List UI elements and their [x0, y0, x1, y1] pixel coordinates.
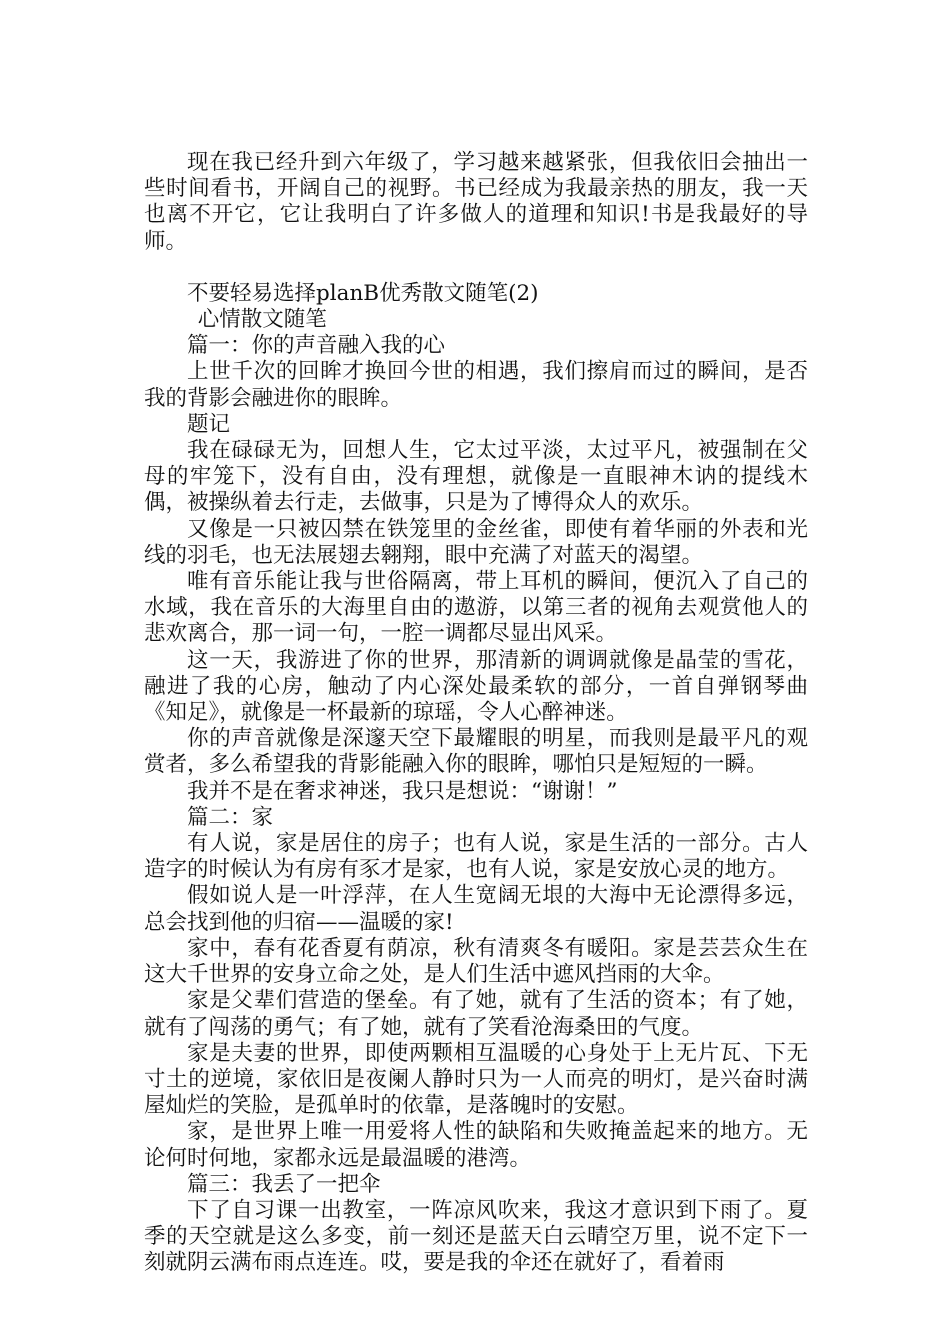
- section-1-paragraph-4: 唯有音乐能让我与世俗隔离，带上耳机的瞬间，便沉入了自己的水域，我在音乐的大海里自由的遨游，以第三者的视角去观赏他人的悲欢离合，那一词一句，一腔一调都尽显出风采。: [144, 569, 808, 647]
- section-1-paragraph-5: 这一天，我游进了你的世界，那清新的调调就像是晶莹的雪花，融进了我的心房，触动了内心深处最柔软的部分，一首自弹钢琴曲《知足》，就像是一杯最新的琼瑶，令人心醉神迷。: [144, 647, 808, 726]
- section-2-heading: 篇二：家: [187, 804, 274, 830]
- article-title: 不要轻易选择planB优秀散文随笔(2): [187, 280, 539, 306]
- section-1-paragraph-7: 我并不是在奢求神迷，我只是想说：“谢谢！”: [187, 778, 618, 804]
- section-2-paragraph-6: 家，是世界上唯一用爱将人性的缺陷和失败掩盖起来的地方。无论何时何地，家都永远是最温暖的港湾。: [144, 1119, 808, 1171]
- article-subtitle: 心情散文随笔: [197, 307, 327, 333]
- section-1-note: 题记: [187, 411, 231, 437]
- document-page: [144, 150, 808, 1277]
- paragraph-gap: [144, 255, 808, 281]
- section-1-paragraph-3: 又像是一只被囚禁在铁笼里的金丝雀，即使有着华丽的外表和光线的羽毛，也无法展翅去翱翔，眼中充满了对蓝天的渴望。: [144, 516, 808, 568]
- intro-paragraph: 现在我已经升到六年级了，学习越来越紧张，但我依旧会抽出一些时间看书，开阔自己的视野。书已经成为我最亲热的朋友，我一天也离不开它，它让我明白了许多做人的道理和知识!书是我最好的导师。: [144, 150, 808, 254]
- section-1-paragraph-1: 上世千次的回眸才换回今世的相遇，我们擦肩而过的瞬间，是否我的背影会融进你的眼眸。: [144, 359, 808, 411]
- section-1-paragraph-2: 我在碌碌无为，回想人生，它太过平淡，太过平凡，被强制在父母的牢笼下，没有自由，没有理想，就像是一直眼神木讷的提线木偶，被操纵着去行走，去做事，只是为了博得众人的欢乐。: [144, 438, 808, 516]
- section-2-paragraph-5: 家是夫妻的世界，即使两颗相互温暖的心身处于上无片瓦、下无寸土的逆境，家依旧是夜阑人静时只为一人而亮的明灯，是兴奋时满屋灿烂的笑脸，是孤单时的依靠，是落魄时的安慰。: [144, 1040, 808, 1119]
- section-2-paragraph-1: 有人说，家是居住的房子；也有人说，家是生活的一部分。古人造字的时候认为有房有豕才是家，也有人说，家是安放心灵的地方。: [144, 831, 808, 883]
- section-2-paragraph-4: 家是父辈们营造的堡垒。有了她，就有了生活的资本；有了她，就有了闯荡的勇气；有了她，就有了笑看沧海桑田的气度。: [144, 988, 808, 1040]
- section-2-paragraph-2: 假如说人是一叶浮萍，在人生宽阔无垠的大海中无论漂得多远，总会找到他的归宿——温暖的家!: [144, 883, 808, 935]
- section-1-heading: 篇一：你的声音融入我的心: [187, 333, 446, 359]
- section-3-paragraph-1: 下了自习课一出教室，一阵凉风吹来，我这才意识到下雨了。夏季的天空就是这么多变，前一刻还是蓝天白云晴空万里，说不定下一刻就阴云满布雨点连连。哎，要是我的伞还在就好了，看着雨: [144, 1197, 808, 1276]
- section-2-paragraph-3: 家中，春有花香夏有荫凉，秋有清爽冬有暖阳。家是芸芸众生在这大千世界的安身立命之处，是人们生活中遮风挡雨的大伞。: [144, 935, 808, 988]
- section-3-heading: 篇三：我丢了一把伞: [187, 1171, 381, 1197]
- section-1-paragraph-6: 你的声音就像是深邃天空下最耀眼的明星，而我则是最平凡的观赏者，多么希望我的背影能融入你的眼眸，哪怕只是短短的一瞬。: [144, 726, 808, 778]
